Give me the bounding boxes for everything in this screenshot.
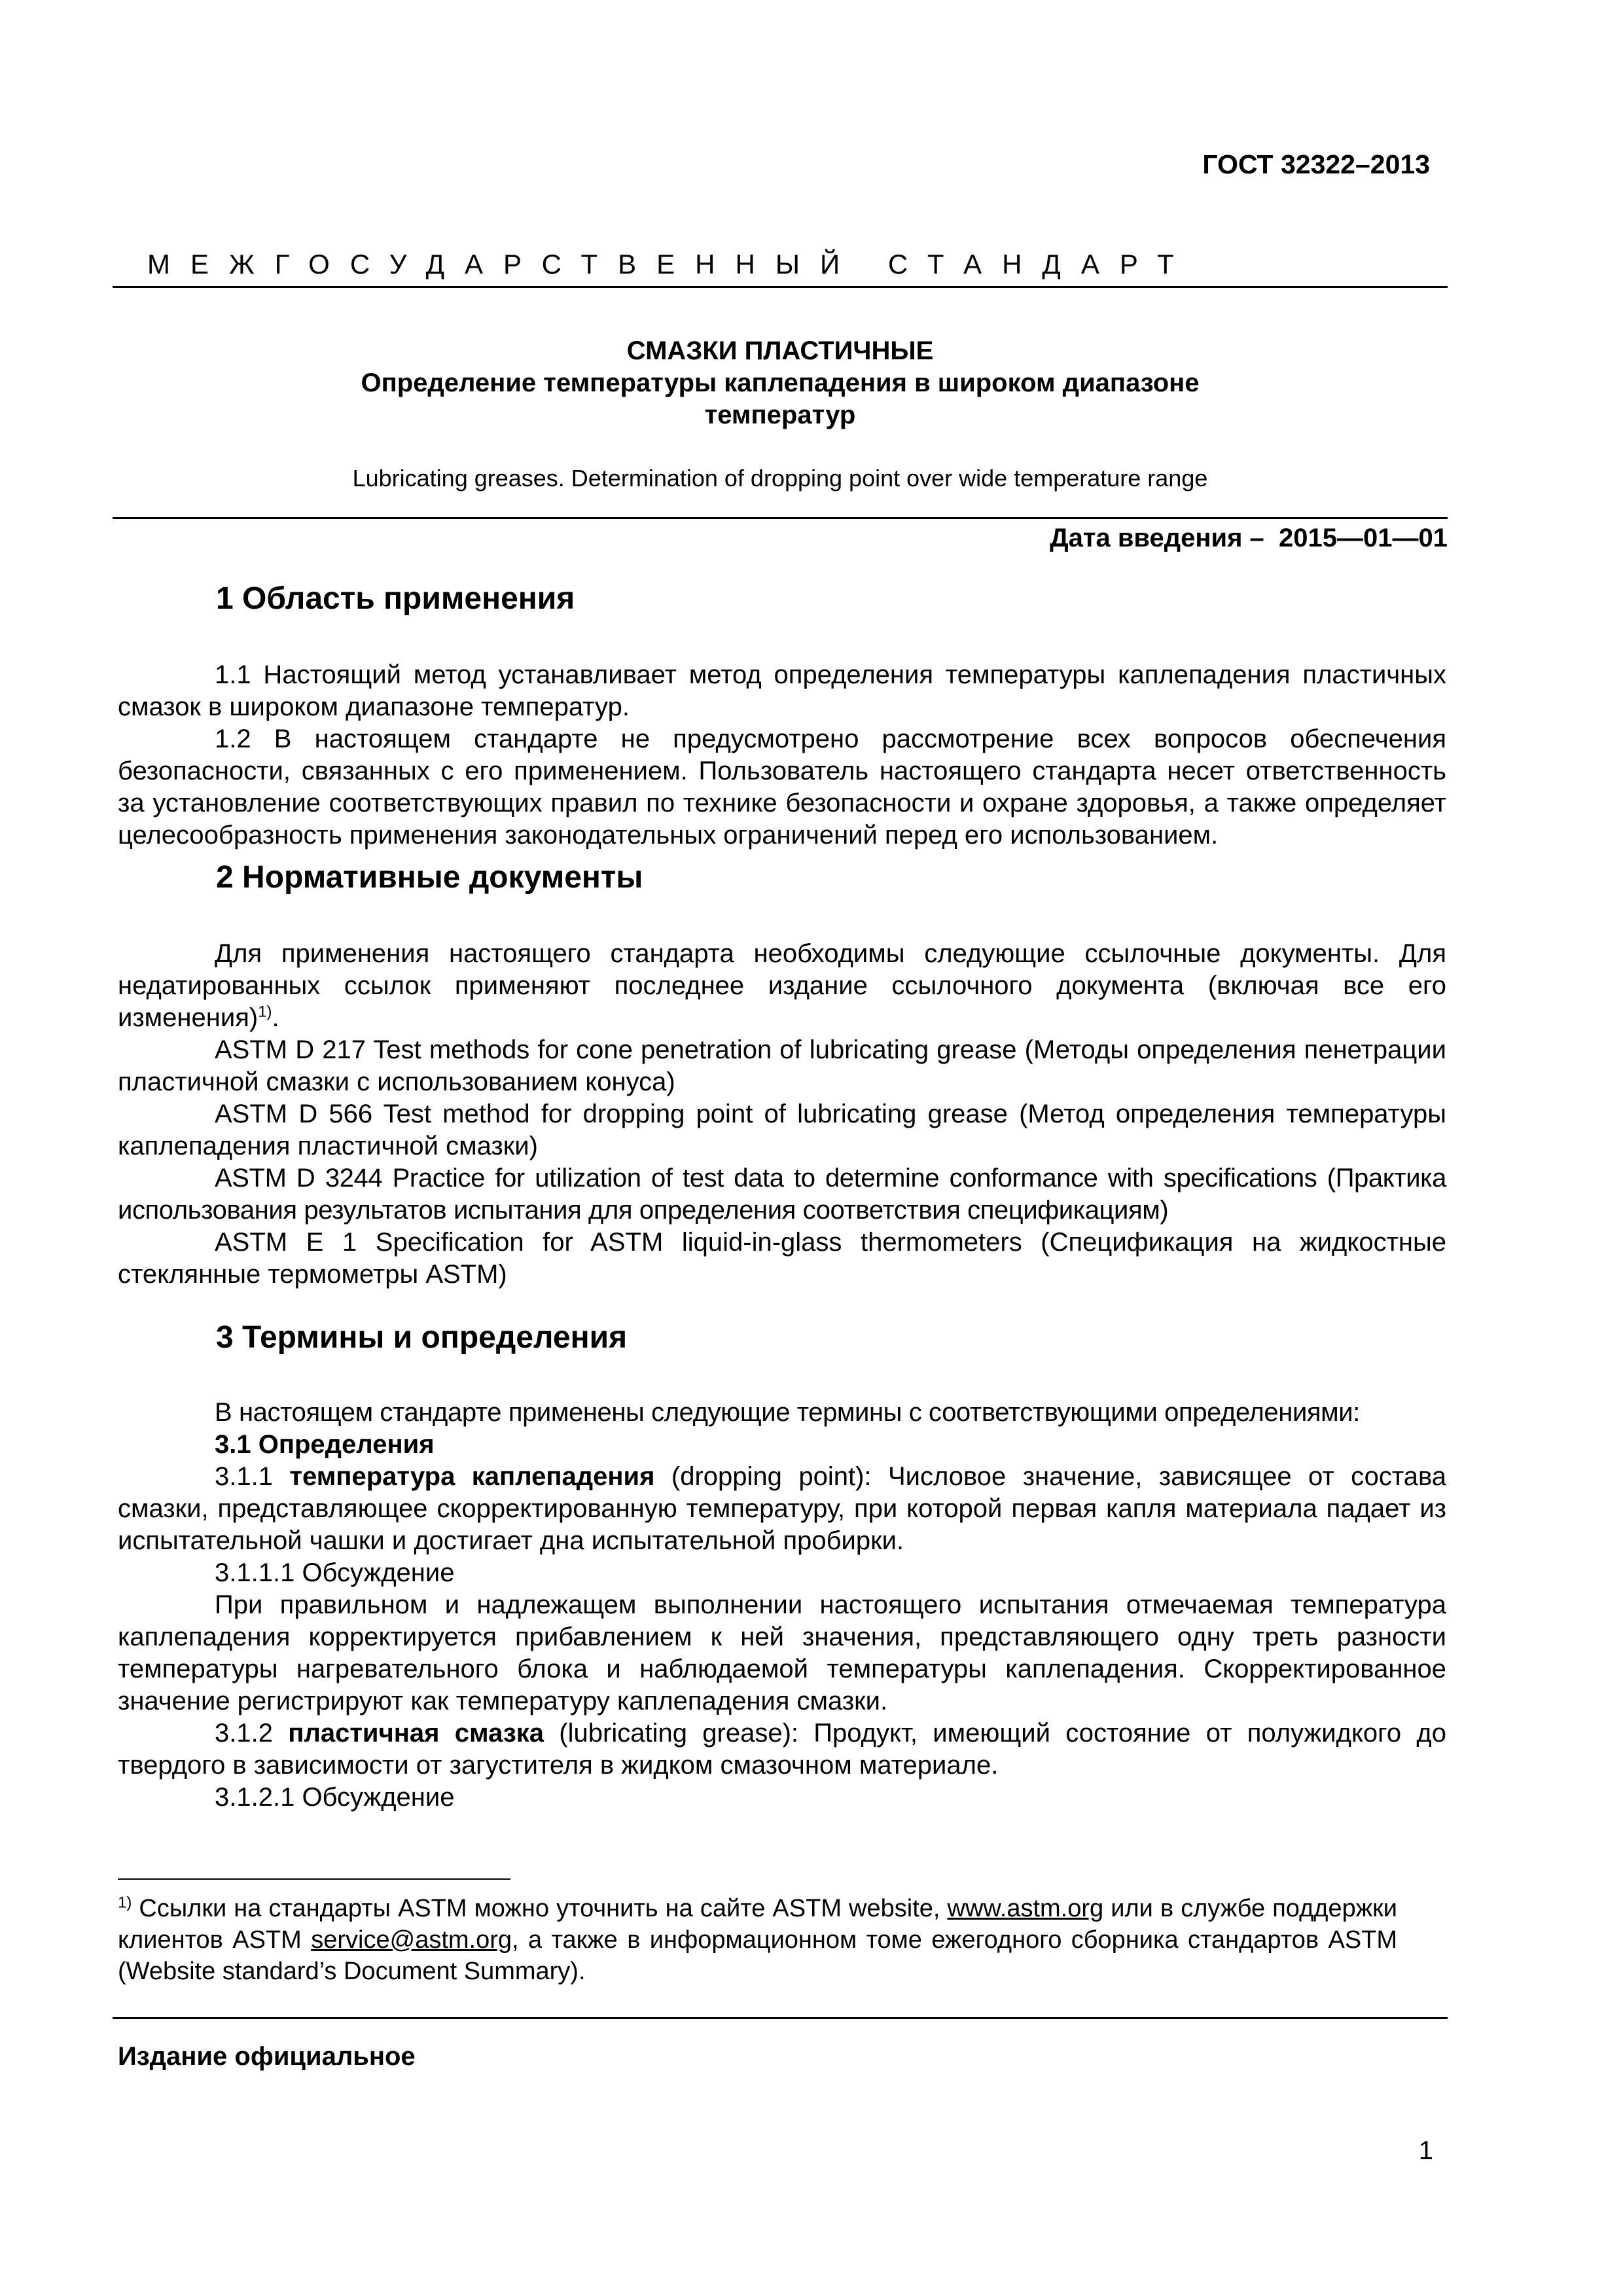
section-2-heading: 2 Нормативные документы [216, 860, 643, 895]
footer-rule [113, 2017, 1448, 2019]
term-name: пластичная смазка [288, 1719, 544, 1748]
term-name: температура каплепадения [289, 1462, 655, 1491]
normative-intro-text: Для применения настоящего стандарта необходимы следующие ссылочные документы. Для недатированных ссылок применяют последнее издание ссылочного документа (включая все его изменения) [118, 939, 1446, 1032]
astm-website-link[interactable]: www.astm.org [947, 1895, 1104, 1922]
paragraph-1-2: 1.2 В настоящем стандарте не предусмотрено рассмотрение всех вопросов обеспечения безопасности, связанных с его применением. Пользователь настоящего стандарта несет ответственность за установление соответствующих правил по технике безопасности и охране здоровья, а также определяет целесообразность применения законодательных ограничений перед его использованием. [118, 725, 1446, 850]
document-body [118, 579, 1446, 1814]
introduction-date: Дата введения – 2015—01—01 [1050, 524, 1448, 552]
discussion-3-1-1-1-text: При правильном и надлежащем выполнении настоящего испытания отмечаемая температура каплепадения корректируется прибавлением к ней значения, представляющего одну треть разности температуры нагревательного блока и наблюдаемой температуры каплепадения. Скорректированное значение регистрируют как температуру каплепадения смазки. [118, 1590, 1446, 1715]
reference-astm-d566: ASTM D 566 Test method for dropping point of lubricating grease (Метод определения температуры каплепадения пластичной смазки) [118, 1100, 1446, 1160]
term-lubricating-grease: 3.1.2 пластичная смазка (lubricating grease): Продукт, имеющий состояние от полужидкого до твердого в зависимости от загустителя в жидком смазочном материале. [118, 1719, 1447, 1780]
normative-intro: Для применения настоящего стандарта необходимы следующие ссылочные документы. Для недатированных ссылок применяют последнее издание ссылочного документа (включая все его изменения)$^{1)}$. [118, 939, 1446, 1032]
reference-astm-e1: ASTM E 1 Specification for ASTM liquid-in-glass thermometers (Спецификация на жидкостные стеклянные термометры ASTM) [118, 1228, 1446, 1289]
discussion-3-1-2-1-label: 3.1.2.1 Обсуждение [215, 1783, 455, 1812]
reference-astm-d217: ASTM D 217 Test methods for cone penetration of lubricating grease (Методы определения пенетрации пластичной смазки с использованием конуса) [118, 1035, 1446, 1096]
page-number: 1 [1418, 2136, 1433, 2165]
term-dropping-point: 3.1.1 температура каплепадения (dropping point): Числовое значение, зависящее от состава смазки, представляющее скорректированную температуру, при которой первая капля материала падает из испытательной чашки и достигает дна испытательной пробирки. [118, 1462, 1446, 1555]
document-number: ГОСТ 32322–2013 [1202, 149, 1430, 179]
paragraph-1-1: 1.1 Настоящий метод устанавливает метод определения температуры каплепадения пластичных смазок в широком диапазоне температур. [118, 660, 1446, 721]
interstate-standard-label: МЕЖГОСУДАРСТВЕННЫЙ СТАНДАРТ [147, 249, 1194, 279]
english-title: Lubricating greases. Determination of dropping point over wide temperature range [352, 465, 1208, 492]
title-line-2: Определение температуры каплепадения в широком диапазоне [361, 368, 1200, 397]
subsection-3-1-heading: 3.1 Определения [215, 1430, 435, 1459]
document-title [113, 335, 1448, 431]
title-line-1: СМАЗКИ ПЛАСТИЧНЫЕ [626, 336, 934, 365]
terms-intro: В настоящем стандарте применены следующие термины с соответствующими определениями: [215, 1398, 1360, 1427]
footnote-ref: 1) [258, 1003, 272, 1021]
official-edition-label: Издание официальное [118, 2042, 416, 2071]
header-rule [113, 286, 1448, 288]
section-1-heading: 1 Область применения [216, 581, 575, 616]
section-3-heading: 3 Термины и определения [216, 1320, 628, 1355]
reference-astm-d3244: ASTM D 3244 Practice for utilization of test data to determine conformance with specifications (Практика использования результатов испытания для определения соответствия спецификациям) [118, 1164, 1446, 1225]
footnote-mark: 1) [118, 1893, 132, 1912]
title-line-3: температур [704, 401, 856, 429]
footnote: $^{1)}$ Ссылки на стандарты ASTM можно уточнить на сайте ASTM website, www.astm.org или в службе поддержки клиентов ASTM service@astm.org, а также в информационном томе ежегодного сборника стандартов ASTM (Website standard’s Document Summary). [118, 1893, 1397, 1985]
title-rule [113, 517, 1448, 519]
discussion-3-1-1-1-label: 3.1.1.1 Обсуждение [215, 1558, 455, 1587]
astm-email-link[interactable]: service@astm.org [311, 1926, 512, 1954]
footnote-separator [118, 1878, 510, 1880]
